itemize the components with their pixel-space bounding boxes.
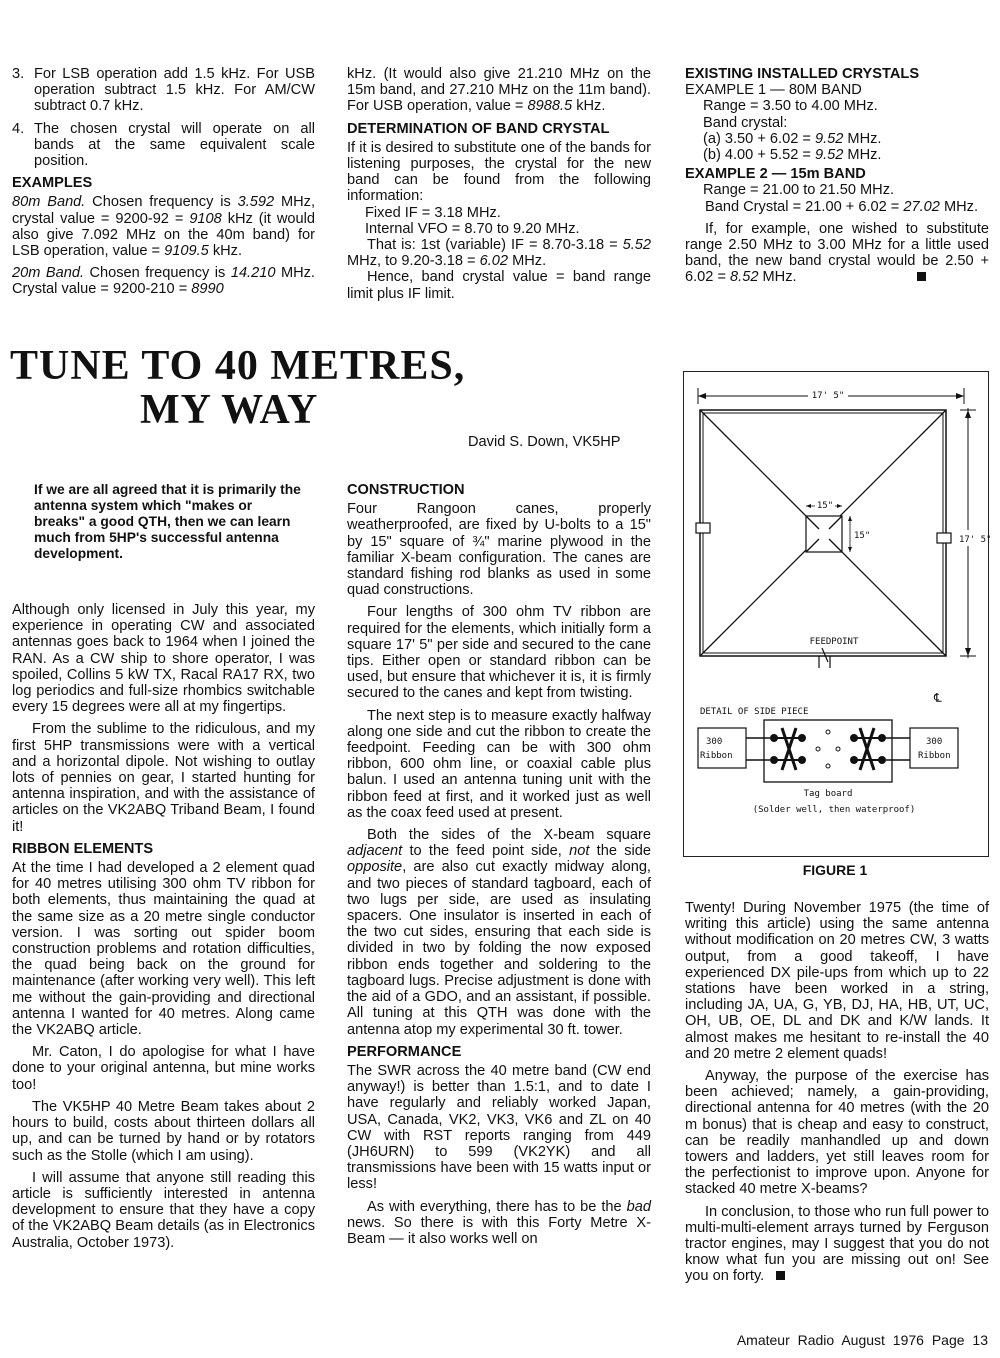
paragraph: If it is desired to substitute one of the bands for listening purposes, the crystal for the new band can be found from the following information: — [347, 139, 651, 205]
calc-b: (b) 4.00 + 5.52 = 9.52 MHz. — [703, 147, 882, 164]
examples-heading: EXAMPLES — [12, 175, 93, 192]
ribbon-elements-heading: RIBBON ELEMENTS — [12, 840, 154, 857]
figure-1 — [683, 371, 992, 857]
band-crystal-heading: DETERMINATION OF BAND CRYSTAL — [347, 120, 610, 137]
top-column-2 — [347, 66, 651, 308]
ribbon-ohm-right: 300 — [926, 737, 943, 747]
paragraph: I will assume that anyone still reading this article is sufficiently interested in antenna development to ensure that they have a copy of the VK2ABQ Beam details (as in Electronics Australia, October 1973). — [12, 1169, 315, 1251]
paragraph: At the time I had developed a 2 element quad for 40 metres utilising 300 ohm TV ribbon for both elements, thus maintaining the quad at the same size as a 20 metre single conductor version. I was sorting out spider boom construction problems and rotation difficulties, the quad being back on the ground for maintenance (after working very well). This left me without the gain-providing and directional antenna I wanted for 40 metres. Along came the VK2ABQ article. — [12, 860, 315, 1039]
article-column-3 — [685, 900, 989, 1291]
ribbon-label-left: Ribbon — [700, 751, 733, 761]
end-mark-icon — [776, 1271, 785, 1280]
range-line: Range = 21.00 to 21.50 MHz. — [703, 182, 895, 199]
paragraph: Hence, band crystal value = band range limit plus IF limit. — [347, 269, 651, 302]
paragraph: If, for example, one wished to substitute range 2.50 MHz to 3.00 MHz for a little used band, the new band crystal would be 2.50 + 6.02 = 8.52 MHz. — [685, 220, 989, 286]
list-item: 3. For LSB operation add 1.5 kHz. For USB operation subtract 1.5 kHz. For AM/CW subtract 0.7 kHz. — [12, 66, 315, 115]
example-1-label: EXAMPLE 1 — 80M BAND — [685, 82, 862, 99]
tagboard-label: Tag board — [803, 789, 853, 799]
author: David S. Down, VK5HP — [468, 434, 621, 450]
paragraph: Anyway, the purpose of the exercise has been achieved; namely, a gain-providing, directional antenna for 40 metres (with the 20 m bonus) that is cheap and easy to construct, can be readily manhandled up and down towers and ladders, yet still leaves room for the perfectionist to improve upon. Anyone for stacked 40 metre X-beams? — [685, 1068, 989, 1198]
paragraph: Although only licensed in July this year, my experience in operating CW and associated antennas goes back to 1964 when I joined the RAN. As a CW ship to shore operator, I was spoiled, Collins 5 kW TX, Racal RA17 RX, two log periodics and full-size rhombics switchable every 15 degrees were all at my fingertips. — [12, 602, 315, 716]
article-column-1 — [12, 482, 315, 1257]
ordered-list — [12, 66, 315, 169]
list-item: 4. The chosen crystal will operate on all bands at the same equivalent scale position. — [12, 120, 315, 170]
dim-center-v-label: 15" — [854, 531, 871, 541]
paragraph: Mr. Caton, I do apologise for what I have done to your original antenna, but mine works too! — [12, 1044, 315, 1093]
paragraph: Twenty! During November 1975 (the time of writing this article) using the same antenna without modification on 20 metres CW, 3 watts output, from a good takeoff, I have experienced DX pile-ups from which up to 22 stations have been worked in a string, including JA, UA, G, YB, DJ, HA, HB, UT, UC, OH, UB, OE, DL and DK and K/W lands. It almost makes me hesitant to re-install the 40 and 20 metre 2 element quads! — [685, 900, 989, 1062]
construction-heading: CONSTRUCTION — [347, 482, 465, 498]
crystals-heading: EXISTING INSTALLED CRYSTALS — [685, 66, 920, 82]
page-footer: Amateur Radio August 1976 Page 13 — [736, 1332, 988, 1348]
performance-heading: PERFORMANCE — [347, 1043, 462, 1060]
paragraph: Four Rangoon canes, properly weatherproofed, are fixed by U-bolts to a 15" by 15" square of ¾" marine plywood in the familiar X-beam configuration. The canes are standard fishing rod blanks as used in some quad constructions. — [347, 501, 651, 599]
centerline-mark-icon: ℄ — [934, 691, 942, 705]
dim-center-h-label: 15" — [816, 501, 834, 511]
top-column-3 — [685, 66, 989, 292]
antenna-diagram — [684, 372, 992, 856]
band-crystal-label: Band crystal: — [703, 114, 788, 131]
example-20m: 20m Band. Chosen frequency is 14.210 MHz. Crystal value = 9200-210 = 8990 — [12, 265, 315, 298]
end-mark-icon — [917, 272, 926, 281]
article-title-line-2: MY WAY — [140, 387, 319, 433]
paragraph: As with everything, there has to be the bad news. So there is with this Forty Metre X-Beam — it also works well on — [347, 1198, 651, 1247]
example-80m: 80m Band. Chosen frequency is 3.592 MHz, crystal value = 9200-92 = 9108 kHz (it would also give 7.092 MHz on the 40m band) for LSB operation, value = 9109.5 kHz. — [12, 194, 315, 260]
dim-right-label: 17' 5" — [959, 535, 992, 545]
vfo-line: Internal VFO = 8.70 to 9.20 MHz. — [365, 220, 580, 237]
article-title-line-1: TUNE TO 40 METRES, — [10, 343, 466, 389]
paragraph: The next step is to measure exactly halfway along one side and cut the ribbon to create the feedpoint. Feeding can be with 300 ohm ribbon, 600 ohm line, or coaxial cable plus balun. I used an antenna tuning unit with the ribbon feed at first, and it worked just as well as the coax feed used at present. — [347, 707, 651, 821]
range-line: Range = 3.50 to 4.00 MHz. — [703, 98, 878, 115]
ribbon-label-right: Ribbon — [918, 751, 951, 761]
example-2-heading: EXAMPLE 2 — 15m BAND — [685, 166, 866, 183]
top-column-1 — [12, 66, 315, 304]
dim-top-label: 17' 5" — [811, 391, 845, 401]
if-line: That is: 1st (variable) IF = 8.70-3.18 = 5.52 MHz, to 9.20-3.18 = 6.02 MHz. — [347, 237, 651, 270]
figure-caption: FIGURE 1 — [802, 862, 868, 878]
paragraph: Four lengths of 300 ohm TV ribbon are required for the elements, which initially form a square 17' 5" per side and secured to the cane tips. Either open or standard ribbon can be used, but ensure that whichever it is, it is firmly secured to the canes and kept from twisting. — [347, 604, 651, 702]
band-crystal-calc: Band Crystal = 21.00 + 6.02 = 27.02 MHz. — [705, 198, 979, 215]
lead-paragraph: If we are all agreed that it is primarily the antenna system which "makes or breaks" a good QTH, then we can learn much from 5HP's successful antenna development. — [34, 482, 301, 561]
article-column-2 — [347, 482, 651, 1253]
paragraph: In conclusion, to those who run full power to multi-multi-element arrays turned by Ferguson tractor engines, may I suggest that you do not know what fun you are missing out on! See you on forty. — [685, 1203, 989, 1285]
fixed-if-line: Fixed IF = 3.18 MHz. — [365, 204, 501, 221]
detail-label: DETAIL OF SIDE PIECE — [700, 707, 809, 717]
paragraph: kHz. (It would also give 21.210 MHz on the 15m band, and 27.210 MHz on the 11m band). For USB operation, value = 8988.5 kHz. — [347, 66, 651, 115]
ribbon-ohm-left: 300 — [706, 737, 723, 747]
feedpoint-label: FEEDPOINT — [809, 637, 859, 647]
calc-a: (a) 3.50 + 6.02 = 9.52 MHz. — [703, 130, 882, 147]
paragraph: The SWR across the 40 metre band (CW end anyway!) is better than 1.5:1, and to date I have regularly and reliably worked Japan, USA, Canada, VK2, VK3, VK6 and ZL on 40 CW with RST reports ranging from 449 (JH6URN) to 599 (VK2YK) and all transmissions have been with 15 watts input or less! — [347, 1062, 651, 1193]
solder-note: (Solder well, then waterproof) — [752, 805, 916, 815]
paragraph: Both the sides of the X-beam square adjacent to the feed point side, not the side opposite, are also cut exactly midway along, and two pieces of standard tagboard, each of two lugs per side, are used as insulating spacers. One insulator is inserted in each of the two cut sides, ensuring that each side is divided in two by folding the now exposed ribbon ends together and soldering to the tagboard lugs. Precise adjustment is done with the aid of a GDO, and an assistant, if possible. All tuning at this QTH was done with the antenna atop my experimental 30 ft. tower. — [347, 827, 651, 1038]
paragraph: From the sublime to the ridiculous, and my first 5HP transmissions were with a vertical and a horizontal dipole. Not wishing to outlay lots of pennies on gear, I started hunting for antenna inspiration, and with the assistance of articles on the VK2ABQ Triband Beam, I found it! — [12, 721, 315, 835]
paragraph: The VK5HP 40 Metre Beam takes about 2 hours to build, costs about thirteen dollars all up, and can be turned by hand or by rotators such as the Stolle (which I am using). — [12, 1098, 315, 1164]
